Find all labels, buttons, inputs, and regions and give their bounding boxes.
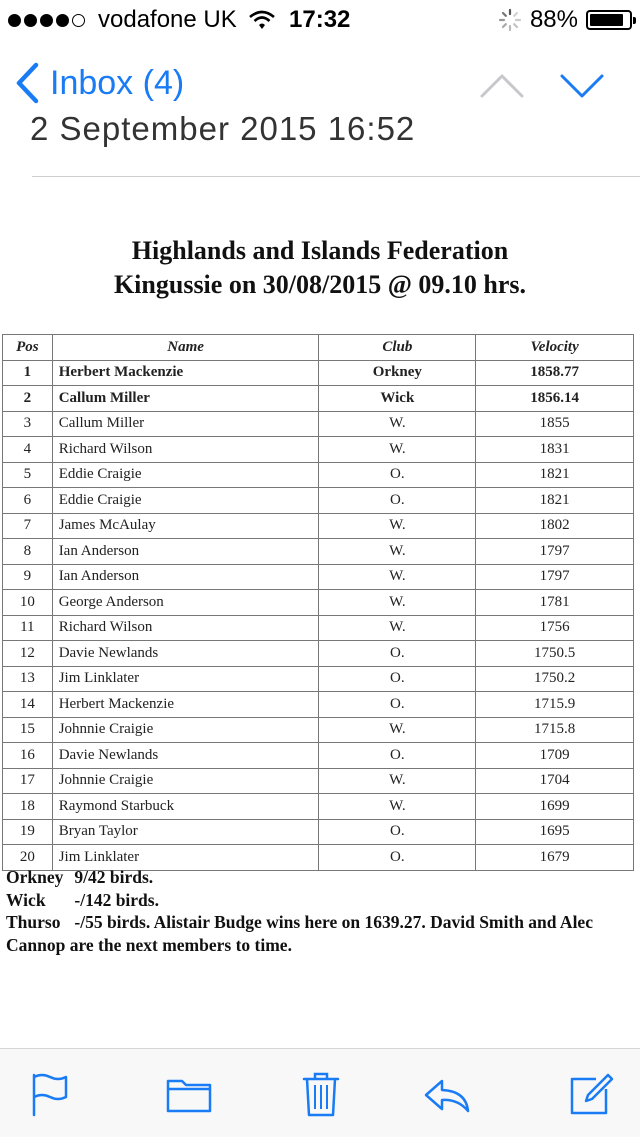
back-label: Inbox (4) — [50, 63, 185, 102]
table-row — [3, 437, 634, 463]
cell-club: W. — [319, 615, 476, 641]
carrier-name: vodafone UK — [98, 6, 237, 33]
back-to-inbox-button[interactable] — [14, 62, 184, 104]
cell-club: W. — [319, 513, 476, 539]
status-right — [498, 6, 632, 34]
table-row — [3, 819, 634, 845]
cell-name: Richard Wilson — [52, 615, 319, 641]
previous-message-button[interactable] — [472, 66, 532, 106]
cell-club: O. — [319, 743, 476, 769]
header-velocity: Velocity — [476, 335, 634, 361]
table-row — [3, 488, 634, 514]
cell-pos: 3 — [3, 411, 53, 437]
cell-pos: 12 — [3, 641, 53, 667]
cell-club: W. — [319, 411, 476, 437]
cell-pos: 15 — [3, 717, 53, 743]
message-navigation — [452, 66, 612, 106]
cell-club: O. — [319, 488, 476, 514]
cell-name: Callum Miller — [52, 386, 319, 412]
table-row — [3, 666, 634, 692]
table-row — [3, 717, 634, 743]
table-row — [3, 539, 634, 565]
summary-section — [6, 866, 636, 956]
cell-pos: 17 — [3, 768, 53, 794]
table-row — [3, 641, 634, 667]
status-bar — [0, 0, 640, 40]
cell-club: W. — [319, 437, 476, 463]
cell-pos: 4 — [3, 437, 53, 463]
table-row — [3, 743, 634, 769]
header-club: Club — [319, 335, 476, 361]
table-row — [3, 411, 634, 437]
cell-club: W. — [319, 564, 476, 590]
cell-club: O. — [319, 692, 476, 718]
header-pos: Pos — [3, 335, 53, 361]
cell-velocity: 1797 — [476, 564, 634, 590]
activity-spinner-icon — [498, 8, 522, 32]
cell-velocity: 1679 — [476, 845, 634, 871]
cell-pos: 1 — [3, 360, 53, 386]
cell-name: James McAulay — [52, 513, 319, 539]
cell-name: Johnnie Craigie — [52, 768, 319, 794]
cell-name: Jim Linklater — [52, 666, 319, 692]
cell-club: O. — [319, 845, 476, 871]
cell-name: Eddie Craigie — [52, 488, 319, 514]
cell-club: W. — [319, 717, 476, 743]
cell-pos: 7 — [3, 513, 53, 539]
cell-velocity: 1821 — [476, 462, 634, 488]
cell-name: Davie Newlands — [52, 743, 319, 769]
cell-pos: 2 — [3, 386, 53, 412]
cell-velocity: 1856.14 — [476, 386, 634, 412]
cell-name: Richard Wilson — [52, 437, 319, 463]
cell-pos: 9 — [3, 564, 53, 590]
cell-velocity: 1821 — [476, 488, 634, 514]
cell-pos: 5 — [3, 462, 53, 488]
flag-icon[interactable] — [24, 1069, 74, 1119]
cell-club: O. — [319, 819, 476, 845]
cell-name: Johnnie Craigie — [52, 717, 319, 743]
wifi-icon — [249, 10, 275, 30]
cell-pos: 16 — [3, 743, 53, 769]
header-name: Name — [52, 335, 319, 361]
table-row — [3, 692, 634, 718]
cell-pos: 6 — [3, 488, 53, 514]
document-subtitle: Kingussie on 30/08/2015 @ 09.10 hrs. — [113, 270, 527, 299]
email-body[interactable] — [0, 110, 640, 1048]
cell-club: Orkney — [319, 360, 476, 386]
next-message-button[interactable] — [552, 66, 612, 106]
cell-name: Herbert Mackenzie — [52, 360, 319, 386]
cell-pos: 19 — [3, 819, 53, 845]
summary-wick — [6, 889, 636, 912]
table-row — [3, 513, 634, 539]
summary-orkney — [6, 866, 636, 889]
cell-velocity: 1858.77 — [476, 360, 634, 386]
cell-pos: 13 — [3, 666, 53, 692]
cell-velocity: 1802 — [476, 513, 634, 539]
cell-name: Raymond Starbuck — [52, 794, 319, 820]
cell-club: O. — [319, 462, 476, 488]
table-header-row — [3, 335, 634, 361]
cell-name: Jim Linklater — [52, 845, 319, 871]
cell-velocity: 1781 — [476, 590, 634, 616]
summary-label: Wick — [6, 889, 46, 910]
email-date: 2 September 2015 16:52 — [30, 110, 416, 147]
cell-club: W. — [319, 590, 476, 616]
cell-velocity: 1855 — [476, 411, 634, 437]
table-row — [3, 615, 634, 641]
bottom-toolbar — [0, 1048, 640, 1137]
status-time: 17:32 — [289, 6, 351, 33]
summary-text: -/55 birds. Alistair Budge wins here on 1639.27. David Smith and Alec Cannop are the next members to time. — [6, 912, 593, 955]
cell-velocity: 1797 — [476, 539, 634, 565]
cell-name: Ian Anderson — [52, 539, 319, 565]
table-row — [3, 462, 634, 488]
table-row — [3, 768, 634, 794]
cell-velocity: 1756 — [476, 615, 634, 641]
cell-name: George Anderson — [52, 590, 319, 616]
document-title: Highlands and Islands Federation — [131, 236, 509, 265]
cell-name: Herbert Mackenzie — [52, 692, 319, 718]
summary-text: -/142 birds. — [74, 889, 159, 910]
cell-name: Ian Anderson — [52, 564, 319, 590]
cell-name: Callum Miller — [52, 411, 319, 437]
table-row — [3, 360, 634, 386]
cell-club: W. — [319, 539, 476, 565]
status-left — [8, 6, 275, 34]
cell-pos: 10 — [3, 590, 53, 616]
table-row — [3, 564, 634, 590]
battery-percent: 88% — [529, 6, 578, 33]
cell-velocity: 1695 — [476, 819, 634, 845]
compose-icon[interactable] — [566, 1069, 616, 1119]
cell-pos: 8 — [3, 539, 53, 565]
cell-velocity: 1715.9 — [476, 692, 634, 718]
reply-icon[interactable] — [422, 1069, 472, 1119]
cell-pos: 14 — [3, 692, 53, 718]
cell-velocity: 1831 — [476, 437, 634, 463]
cell-velocity: 1704 — [476, 768, 634, 794]
cell-club: O. — [319, 666, 476, 692]
summary-thurso — [6, 911, 636, 956]
results-table — [2, 334, 634, 871]
summary-label: Orkney — [6, 867, 64, 887]
cell-pos: 18 — [3, 794, 53, 820]
cell-name: Davie Newlands — [52, 641, 319, 667]
cell-velocity: 1750.5 — [476, 641, 634, 667]
chevron-left-icon — [14, 62, 40, 104]
cell-velocity: 1750.2 — [476, 666, 634, 692]
table-row — [3, 794, 634, 820]
cell-name: Eddie Craigie — [52, 462, 319, 488]
cell-name: Bryan Taylor — [52, 819, 319, 845]
cell-velocity: 1715.8 — [476, 717, 634, 743]
cell-club: W. — [319, 768, 476, 794]
signal-strength-icon — [8, 14, 88, 27]
table-row — [3, 590, 634, 616]
cell-velocity: 1709 — [476, 743, 634, 769]
summary-label: Thurso — [6, 912, 61, 932]
folder-icon[interactable] — [164, 1069, 214, 1119]
battery-fill — [590, 14, 623, 26]
divider — [32, 176, 640, 177]
cell-club: O. — [319, 641, 476, 667]
cell-velocity: 1699 — [476, 794, 634, 820]
summary-text: 9/42 birds. — [74, 867, 154, 887]
cell-club: W. — [319, 794, 476, 820]
cell-club: Wick — [319, 386, 476, 412]
table-row — [3, 386, 634, 412]
cell-pos: 11 — [3, 615, 53, 641]
cell-pos: 20 — [3, 845, 53, 871]
battery-icon — [586, 10, 632, 30]
trash-icon[interactable] — [296, 1069, 346, 1119]
